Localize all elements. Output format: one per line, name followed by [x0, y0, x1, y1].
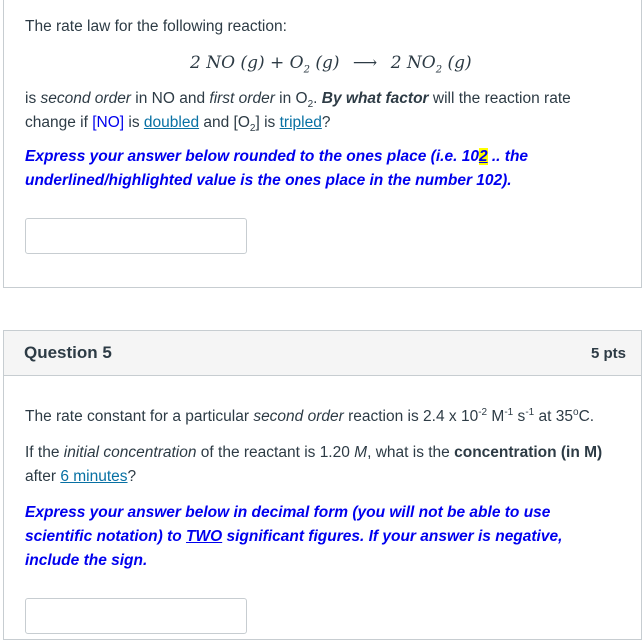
- question-5-points: 5 pts: [590, 345, 626, 362]
- question-4-line-1: is second order in NO and first order in $O_2$. By what factor will the reaction rate: [25, 90, 571, 111]
- question-5-paragraph-2: If the initial concentration of the reactant is 1.20 M, what is the concentration (in M): [25, 444, 603, 461]
- reaction-arrow: ⟶: [352, 53, 378, 73]
- question-5-paragraph-3: after 6 minutes?: [25, 468, 137, 485]
- question-5-instructions-3: include the sign.: [25, 552, 148, 569]
- question-4-instructions-2: underlined/highlighted value is the ones place in the number 102).: [25, 172, 512, 189]
- question-5-instructions-2: scientific notation) to TWO significant figures. If your answer is negative,: [25, 528, 563, 545]
- question-5-header: [4, 331, 641, 376]
- question-5-answer-input[interactable]: [25, 598, 247, 634]
- question-5-title: Question 5: [24, 343, 112, 362]
- question-5-card: [3, 330, 642, 640]
- doubled-link[interactable]: doubled: [143, 114, 200, 131]
- highlighted-ones-digit: 2: [478, 148, 488, 165]
- reaction-equation: 2 NO $(g) + O_2$ (g) ⟶ 2 $NO_2$ (g): [190, 53, 472, 76]
- six-minutes-link[interactable]: 6 minutes: [60, 468, 128, 485]
- question-4-card: [3, 0, 642, 288]
- question-4-line-2: change if [NO] is doubled and $[O_2]$ is tripled?: [25, 114, 331, 135]
- question-4-answer-input[interactable]: [25, 218, 247, 254]
- question-5-instructions-1: Express your answer below in decimal form (you will not be able to use: [25, 504, 551, 521]
- two-link[interactable]: TWO: [186, 528, 223, 545]
- question-5-paragraph-1: The rate constant for a particular second order reaction is 2.4 x $10^{-2}$ $M^{-1}$ $s^{-1}$ at 35$^o$C.: [25, 406, 595, 425]
- question-4-intro: The rate law for the following reaction:: [25, 18, 287, 35]
- question-4-instructions-1: Express your answer below rounded to the ones place (i.e. 102 .. the: [25, 148, 529, 165]
- tripled-link[interactable]: tripled: [279, 114, 322, 131]
